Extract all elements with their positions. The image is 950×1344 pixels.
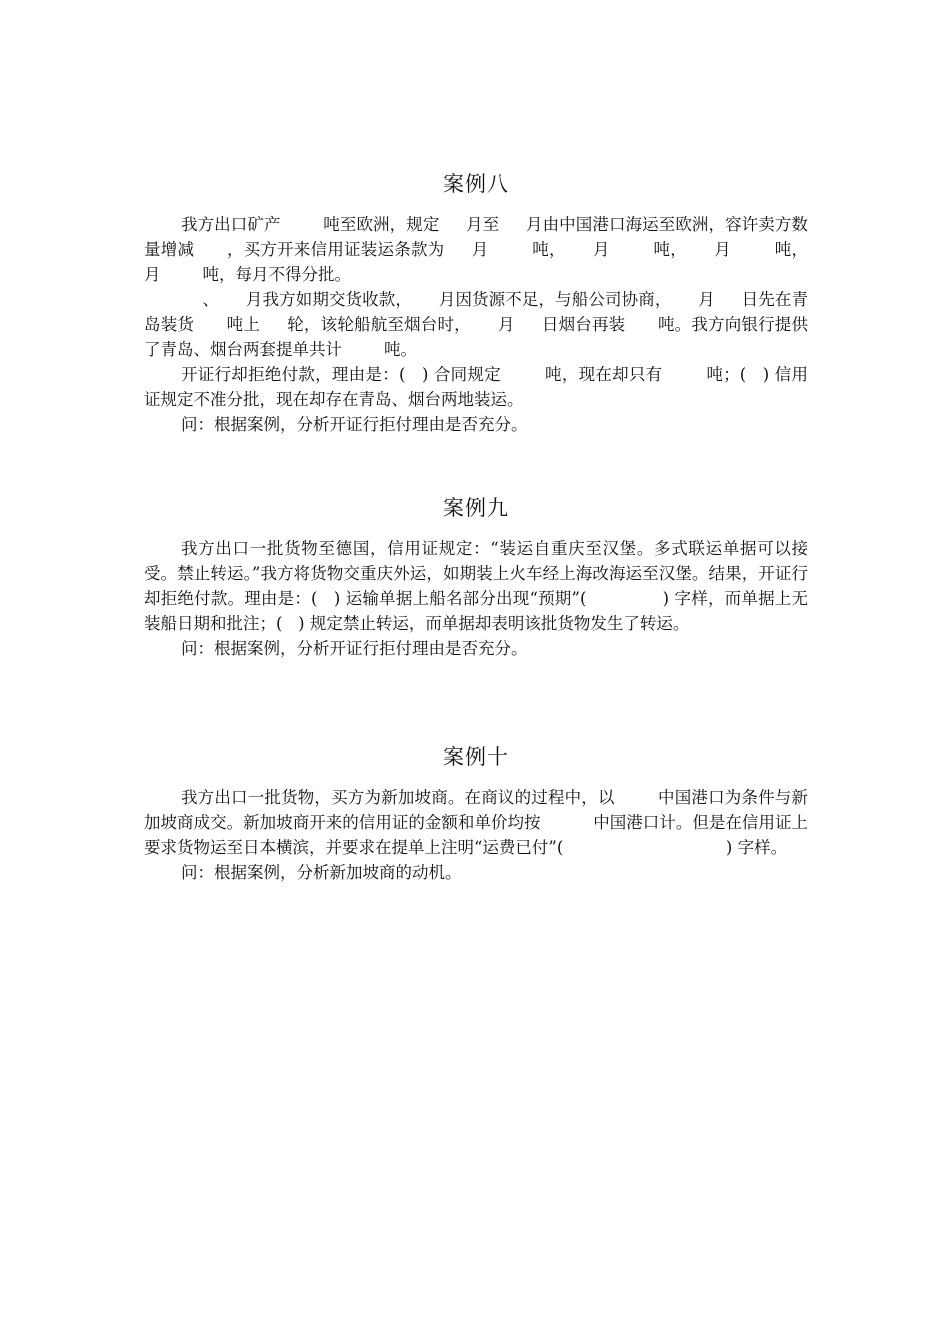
case-8-paragraph-3: 开证行却拒绝付款，理由是：( ) 合同规定 吨，现在却只有 吨；( ) 信用证规定不准分批，现在却存在青岛、烟台两地装运。	[144, 365, 808, 409]
case-8-section	[144, 168, 835, 437]
case-9-title: 案例九	[443, 496, 509, 520]
case-8-paragraph-2: 、 月我方如期交货收款， 月因货源不足，与船公司协商， 月 日先在青岛装货 吨上 轮，该轮船航至烟台时， 月 日烟台再装 吨。我方向银行提供了青岛、烟台两套提单共计 吨。	[144, 290, 808, 359]
case-8-title: 案例八	[443, 172, 509, 196]
case-10-paragraph-1: 我方出口一批货物，买方为新加坡商。在商议的过程中，以 中国港口为条件与新加坡商成交。新加坡商开来的信用证的金额和单价均按 中国港口计。但是在信用证上要求货物运至日本横滨，并要求在提单上注明“运费已付”( ) 字样。	[144, 788, 808, 857]
case-9-paragraph-1: 我方出口一批货物至德国，信用证规定：“装运自重庆至汉堡。多式联运单据可以接受。禁止转运。”我方将货物交重庆外运，如期装上火车经上海改海运至汉堡。结果，开证行却拒绝付款。理由是：( ) 运输单据上船名部分出现“预期”( ) 字样，而单据上无装船日期和批注；( ) 规定禁止转运，而单据却表明该批货物发生了转运。	[144, 539, 808, 633]
case-9-section	[144, 492, 808, 661]
case-9-question: 问：根据案例，分析开证行拒付理由是否充分。	[181, 639, 528, 658]
case-8-paragraph-1: 我方出口矿产 吨至欧洲，规定 月至 月由中国港口海运至欧洲，容许卖方数量增减 ，买方开来信用证装运条款为 月 吨， 月 吨， 月 吨， 月 吨，每月不得分批。	[144, 215, 835, 284]
case-10-question: 问：根据案例，分析新加坡商的动机。	[181, 863, 462, 882]
case-10-section	[144, 741, 808, 885]
case-8-question: 问：根据案例，分析开证行拒付理由是否充分。	[181, 415, 528, 434]
case-10-title: 案例十	[443, 745, 509, 769]
